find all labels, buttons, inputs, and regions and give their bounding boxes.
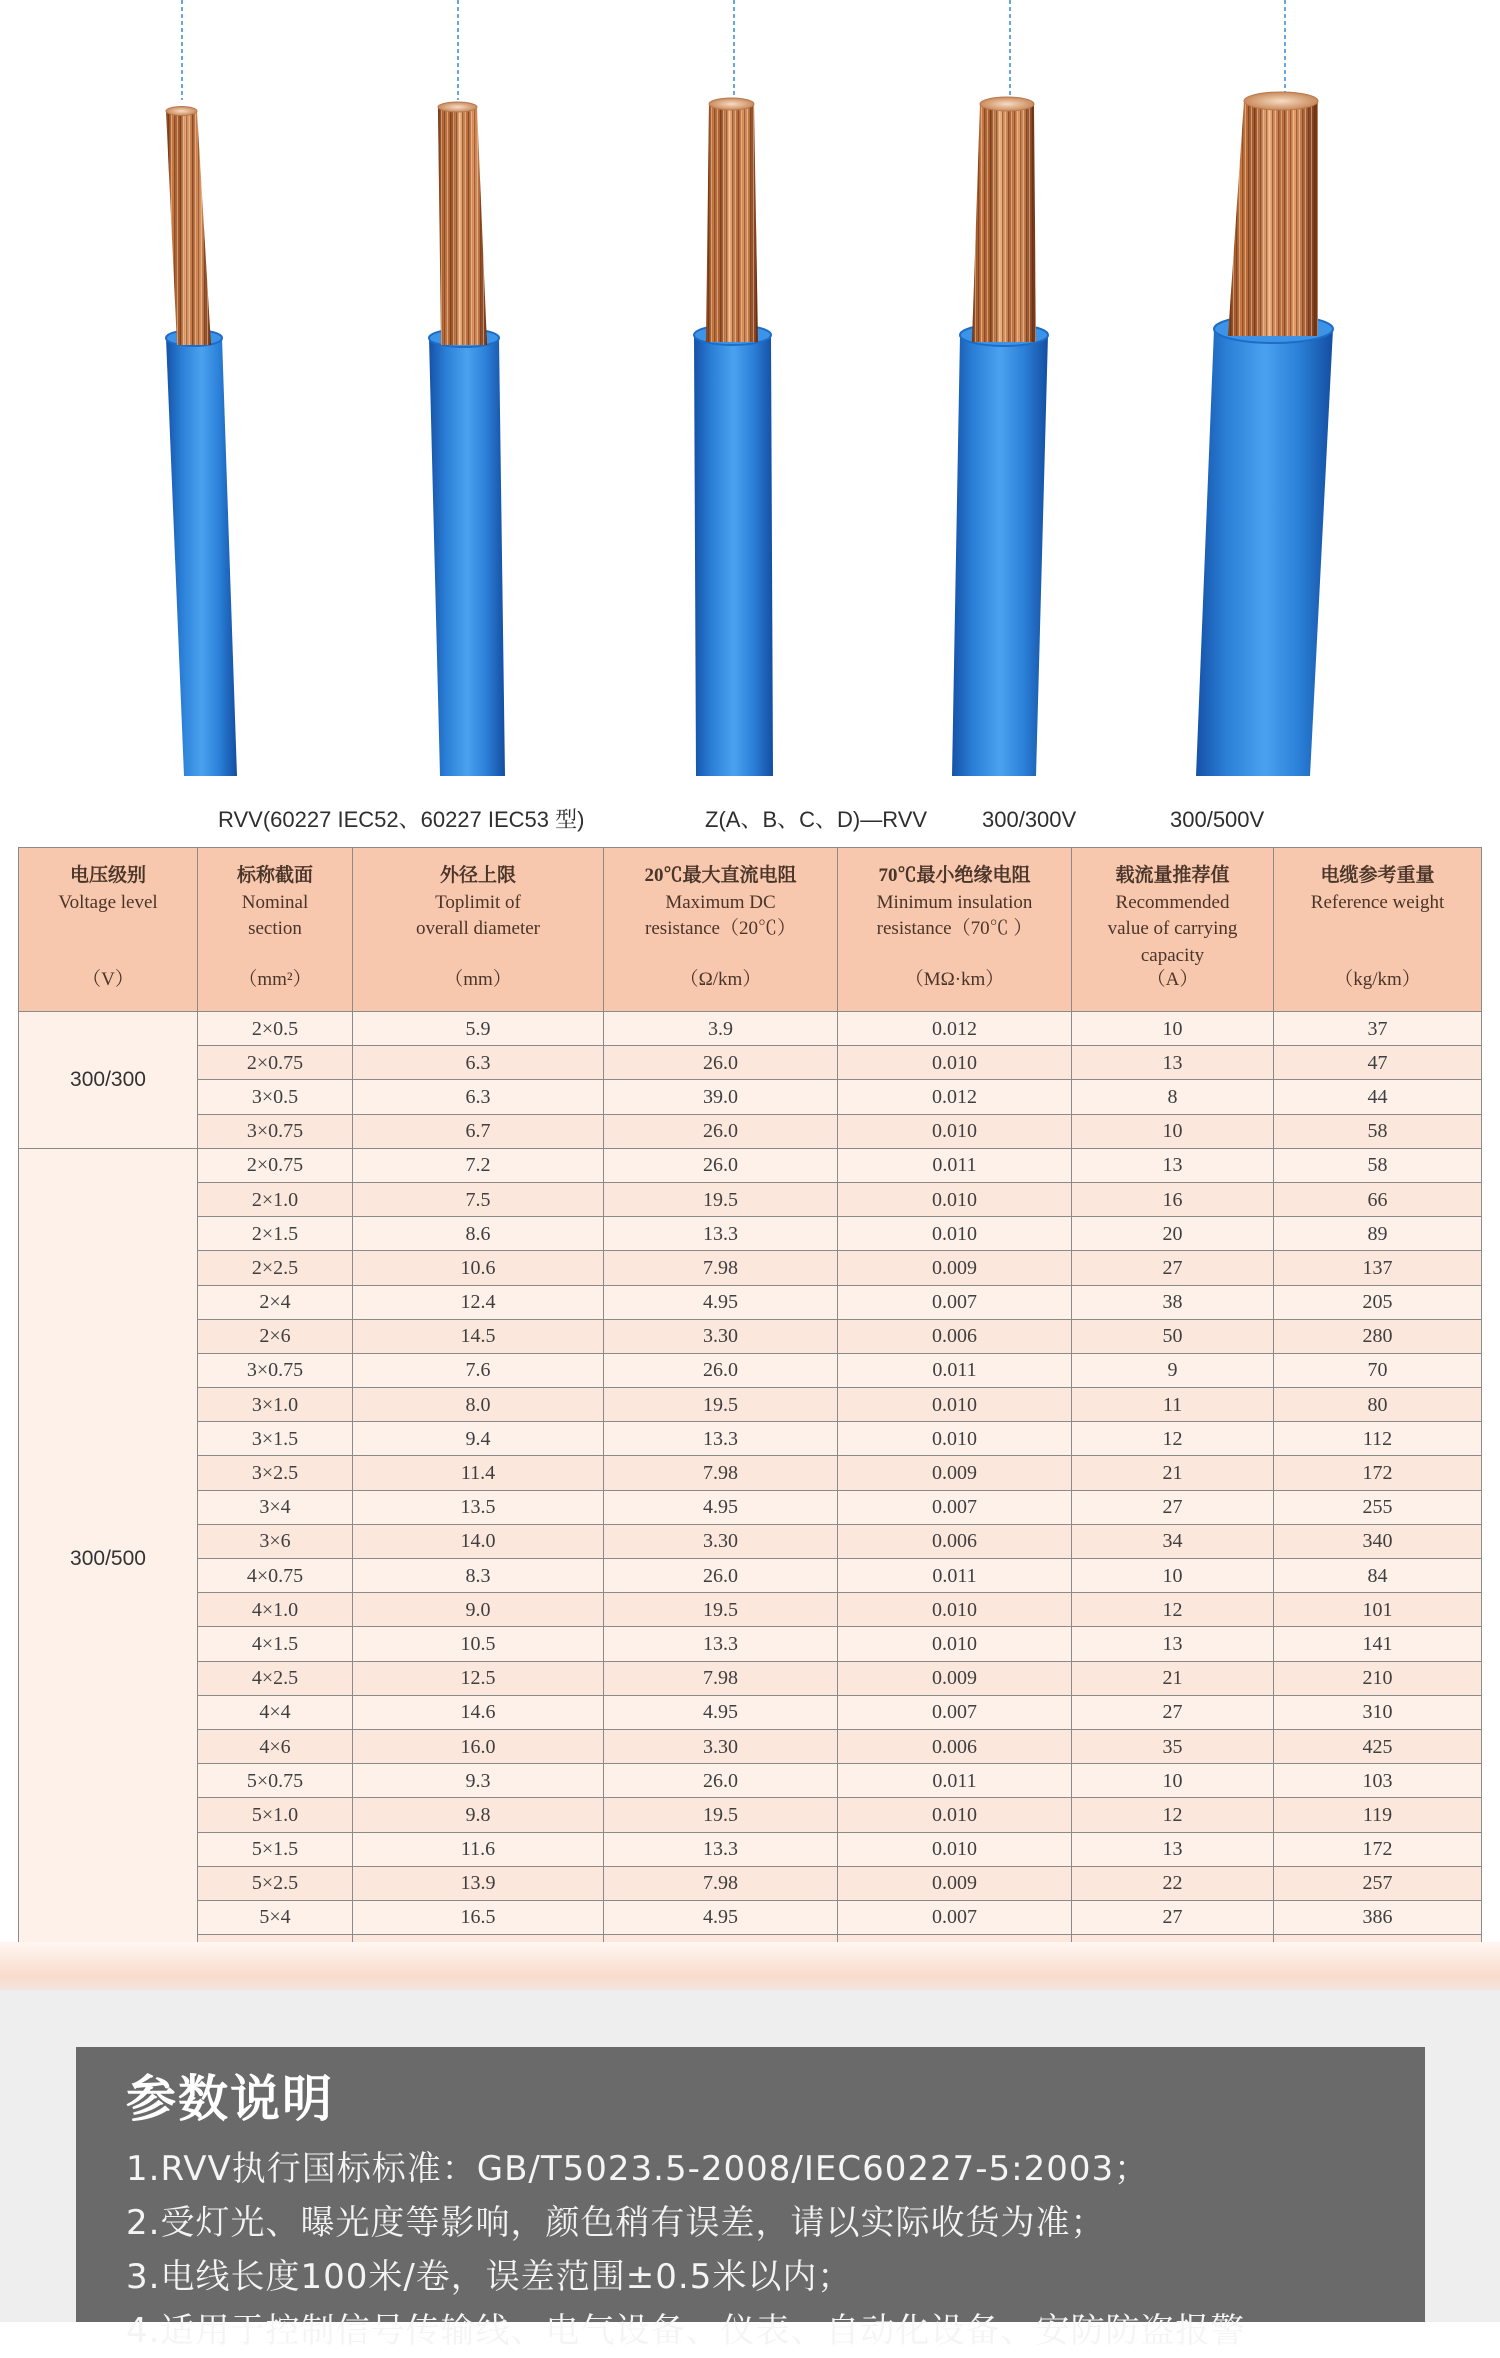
overall-diameter-cell: 9.8 xyxy=(353,1798,604,1832)
reference-weight-cell: 255 xyxy=(1274,1490,1482,1524)
caption-model-series: RVV(60227 IEC52、60227 IEC53 型) xyxy=(218,807,585,832)
min-insulation-resistance-cell: 0.006 xyxy=(838,1319,1072,1353)
header-en-label: Reference weight xyxy=(1310,891,1445,913)
table-row xyxy=(19,1046,1482,1080)
min-insulation-resistance-cell: 0.011 xyxy=(838,1353,1072,1387)
header-unit: （MΩ·km） xyxy=(904,969,1005,990)
header-zh-label: 电压级别 xyxy=(69,865,146,886)
reference-weight-cell: 84 xyxy=(1274,1559,1482,1593)
conductor-end-cap xyxy=(438,102,477,112)
nominal-section-cell: 5×4 xyxy=(198,1900,353,1934)
min-insulation-resistance-cell: 0.007 xyxy=(838,1285,1072,1319)
table-row xyxy=(19,1798,1482,1832)
header-nominal-section xyxy=(198,848,353,1012)
current-capacity-cell: 50 xyxy=(1072,1319,1274,1353)
caption-voltage-300-300: 300/300V xyxy=(982,807,1077,832)
nominal-section-cell: 3×6 xyxy=(198,1524,353,1558)
conductor-end-cap xyxy=(1244,92,1318,110)
overall-diameter-cell: 13.5 xyxy=(353,1490,604,1524)
header-en-label: Toplimit of xyxy=(435,891,521,913)
current-capacity-cell: 38 xyxy=(1072,1285,1274,1319)
conductor-end-cap xyxy=(980,97,1034,111)
table-row xyxy=(19,1422,1482,1456)
table-row xyxy=(19,1182,1482,1216)
current-capacity-cell: 10 xyxy=(1072,1764,1274,1798)
min-insulation-resistance-cell: 0.010 xyxy=(838,1422,1072,1456)
min-insulation-resistance-cell: 0.010 xyxy=(838,1182,1072,1216)
cable-illustration xyxy=(0,0,1500,790)
overall-diameter-cell: 7.6 xyxy=(353,1353,604,1387)
current-capacity-cell: 13 xyxy=(1072,1148,1274,1182)
header-zh-label: 外径上限 xyxy=(439,865,516,886)
nominal-section-cell: 2×2.5 xyxy=(198,1251,353,1285)
min-insulation-resistance-cell: 0.010 xyxy=(838,1593,1072,1627)
caption-flame-retardant-series: Z(A、B、C、D)—RVV xyxy=(705,807,928,832)
notes-list xyxy=(126,2142,1245,2358)
reference-weight-cell: 112 xyxy=(1274,1422,1482,1456)
current-capacity-cell: 13 xyxy=(1072,1046,1274,1080)
table-row xyxy=(19,1524,1482,1558)
cable-1 xyxy=(166,0,237,776)
nominal-section-cell: 4×4 xyxy=(198,1695,353,1729)
insulation-sheath xyxy=(166,338,237,776)
current-capacity-cell: 35 xyxy=(1072,1729,1274,1763)
table-row xyxy=(19,1661,1482,1695)
max-dc-resistance-cell: 3.30 xyxy=(604,1524,838,1558)
current-capacity-cell: 8 xyxy=(1072,1080,1274,1114)
max-dc-resistance-cell: 26.0 xyxy=(604,1114,838,1148)
overall-diameter-cell: 7.2 xyxy=(353,1148,604,1182)
table-row xyxy=(19,1080,1482,1114)
table-row xyxy=(19,1729,1482,1763)
conductor-end-cap xyxy=(709,98,754,110)
nominal-section-cell: 2×0.75 xyxy=(198,1046,353,1080)
current-capacity-cell: 21 xyxy=(1072,1456,1274,1490)
overall-diameter-cell: 9.4 xyxy=(353,1422,604,1456)
max-dc-resistance-cell: 7.98 xyxy=(604,1456,838,1490)
cable-5 xyxy=(1196,0,1333,776)
notes-title: 参数说明 xyxy=(126,2070,334,2128)
current-capacity-cell: 27 xyxy=(1072,1490,1274,1524)
min-insulation-resistance-cell: 0.010 xyxy=(838,1388,1072,1422)
nominal-section-cell: 2×0.75 xyxy=(198,1148,353,1182)
current-capacity-cell: 16 xyxy=(1072,1182,1274,1216)
current-capacity-cell: 13 xyxy=(1072,1832,1274,1866)
nominal-section-cell: 4×0.75 xyxy=(198,1559,353,1593)
header-unit: （V） xyxy=(82,969,134,990)
parameter-notes-box xyxy=(76,2047,1425,2351)
min-insulation-resistance-cell: 0.010 xyxy=(838,1046,1072,1080)
min-insulation-resistance-cell: 0.006 xyxy=(838,1524,1072,1558)
table-row xyxy=(19,1012,1482,1046)
reference-weight-cell: 310 xyxy=(1274,1695,1482,1729)
header-en-label: overall diameter xyxy=(416,918,540,939)
max-dc-resistance-cell: 19.5 xyxy=(604,1388,838,1422)
nominal-section-cell: 3×1.5 xyxy=(198,1422,353,1456)
spec-table xyxy=(18,847,1482,1969)
table-row xyxy=(19,1456,1482,1490)
reference-weight-cell: 103 xyxy=(1274,1764,1482,1798)
overall-diameter-cell: 14.5 xyxy=(353,1319,604,1353)
nominal-section-cell: 4×2.5 xyxy=(198,1661,353,1695)
max-dc-resistance-cell: 19.5 xyxy=(604,1182,838,1216)
reference-weight-cell: 89 xyxy=(1274,1217,1482,1251)
min-insulation-resistance-cell: 0.009 xyxy=(838,1661,1072,1695)
overall-diameter-cell: 8.0 xyxy=(353,1388,604,1422)
reference-weight-cell: 172 xyxy=(1274,1456,1482,1490)
reference-weight-cell: 210 xyxy=(1274,1661,1482,1695)
max-dc-resistance-cell: 3.30 xyxy=(604,1319,838,1353)
nominal-section-cell: 2×1.5 xyxy=(198,1217,353,1251)
current-capacity-cell: 20 xyxy=(1072,1217,1274,1251)
overall-diameter-cell: 6.7 xyxy=(353,1114,604,1148)
table-row xyxy=(19,1114,1482,1148)
cable-3 xyxy=(694,0,773,776)
overall-diameter-cell: 13.9 xyxy=(353,1866,604,1900)
header-en-label: Recommended xyxy=(1115,891,1230,913)
min-insulation-resistance-cell: 0.012 xyxy=(838,1012,1072,1046)
table-header xyxy=(19,848,1482,1012)
overall-diameter-cell: 14.0 xyxy=(353,1524,604,1558)
min-insulation-resistance-cell: 0.009 xyxy=(838,1251,1072,1285)
header-overall-diameter xyxy=(353,848,604,1012)
max-dc-resistance-cell: 26.0 xyxy=(604,1559,838,1593)
current-capacity-cell: 13 xyxy=(1072,1627,1274,1661)
table-row xyxy=(19,1764,1482,1798)
model-caption-row xyxy=(0,803,1500,837)
header-labels xyxy=(1072,848,1273,969)
header-labels xyxy=(19,848,197,916)
max-dc-resistance-cell: 19.5 xyxy=(604,1593,838,1627)
table-row xyxy=(19,1627,1482,1661)
nominal-section-cell: 5×0.75 xyxy=(198,1764,353,1798)
decorative-band xyxy=(0,1942,1500,1990)
reference-weight-cell: 280 xyxy=(1274,1319,1482,1353)
notes-item: 2.受灯光、曝光度等影响，颜色稍有误差，请以实际收货为准； xyxy=(126,2203,1106,2243)
table-row xyxy=(19,1832,1482,1866)
voltage-level-cell: 300/500 xyxy=(19,1148,198,1969)
current-capacity-cell: 9 xyxy=(1072,1353,1274,1387)
header-zh-label: 载流量推荐值 xyxy=(1115,865,1230,886)
header-unit: （kg/km） xyxy=(1334,969,1421,990)
reference-weight-cell: 119 xyxy=(1274,1798,1482,1832)
header-en-label: Minimum insulation xyxy=(876,891,1033,913)
reference-weight-cell: 141 xyxy=(1274,1627,1482,1661)
current-capacity-cell: 27 xyxy=(1072,1695,1274,1729)
nominal-section-cell: 2×0.5 xyxy=(198,1012,353,1046)
notes-item: 3.电线长度100米/卷，误差范围±0.5米以内； xyxy=(126,2257,853,2297)
max-dc-resistance-cell: 4.95 xyxy=(604,1285,838,1319)
min-insulation-resistance-cell: 0.009 xyxy=(838,1866,1072,1900)
copper-strands xyxy=(1228,101,1318,336)
min-insulation-resistance-cell: 0.010 xyxy=(838,1832,1072,1866)
table-row xyxy=(19,1388,1482,1422)
cable-2 xyxy=(429,0,505,776)
min-insulation-resistance-cell: 0.007 xyxy=(838,1490,1072,1524)
overall-diameter-cell: 10.6 xyxy=(353,1251,604,1285)
conductor-end-cap xyxy=(166,107,197,116)
max-dc-resistance-cell: 26.0 xyxy=(604,1148,838,1182)
reference-weight-cell: 58 xyxy=(1274,1114,1482,1148)
nominal-section-cell: 3×4 xyxy=(198,1490,353,1524)
min-insulation-resistance-cell: 0.006 xyxy=(838,1729,1072,1763)
min-insulation-resistance-cell: 0.010 xyxy=(838,1627,1072,1661)
current-capacity-cell: 10 xyxy=(1072,1114,1274,1148)
header-labels xyxy=(604,848,837,943)
table-body xyxy=(19,1012,1482,1969)
overall-diameter-cell: 10.5 xyxy=(353,1627,604,1661)
table-row xyxy=(19,1353,1482,1387)
nominal-section-cell: 2×1.0 xyxy=(198,1182,353,1216)
min-insulation-resistance-cell: 0.010 xyxy=(838,1114,1072,1148)
current-capacity-cell: 12 xyxy=(1072,1798,1274,1832)
max-dc-resistance-cell: 3.9 xyxy=(604,1012,838,1046)
header-row xyxy=(19,848,1482,1012)
copper-strands xyxy=(972,104,1036,342)
current-capacity-cell: 27 xyxy=(1072,1251,1274,1285)
max-dc-resistance-cell: 26.0 xyxy=(604,1353,838,1387)
max-dc-resistance-cell: 39.0 xyxy=(604,1080,838,1114)
min-insulation-resistance-cell: 0.012 xyxy=(838,1080,1072,1114)
max-dc-resistance-cell: 7.98 xyxy=(604,1866,838,1900)
overall-diameter-cell: 11.4 xyxy=(353,1456,604,1490)
header-voltage-level xyxy=(19,848,198,1012)
reference-weight-cell: 101 xyxy=(1274,1593,1482,1627)
nominal-section-cell: 5×1.5 xyxy=(198,1832,353,1866)
notes-item: 1.RVV执行国标标准：GB/T5023.5-2008/IEC60227-5:2003； xyxy=(126,2149,1150,2189)
table-row xyxy=(19,1251,1482,1285)
header-labels xyxy=(1274,848,1481,916)
overall-diameter-cell: 16.0 xyxy=(353,1729,604,1763)
current-capacity-cell: 22 xyxy=(1072,1866,1274,1900)
caption-voltage-300-500: 300/500V xyxy=(1170,807,1265,832)
current-capacity-cell: 34 xyxy=(1072,1524,1274,1558)
reference-weight-cell: 80 xyxy=(1274,1388,1482,1422)
header-en-label: resistance（70℃ ） xyxy=(876,918,1033,939)
header-zh-label: 70℃最小绝缘电阻 xyxy=(878,865,1031,886)
reference-weight-cell: 386 xyxy=(1274,1900,1482,1934)
header-zh-label: 20℃最大直流电阻 xyxy=(644,865,797,886)
header-en-label: section xyxy=(248,918,302,939)
min-insulation-resistance-cell: 0.011 xyxy=(838,1559,1072,1593)
reference-weight-cell: 37 xyxy=(1274,1012,1482,1046)
min-insulation-resistance-cell: 0.011 xyxy=(838,1148,1072,1182)
max-dc-resistance-cell: 13.3 xyxy=(604,1422,838,1456)
table-row xyxy=(19,1695,1482,1729)
overall-diameter-cell: 6.3 xyxy=(353,1046,604,1080)
header-labels xyxy=(353,848,603,943)
cable-4 xyxy=(952,0,1048,776)
max-dc-resistance-cell: 13.3 xyxy=(604,1217,838,1251)
copper-strands xyxy=(438,107,487,345)
overall-diameter-cell: 12.4 xyxy=(353,1285,604,1319)
overall-diameter-cell: 9.3 xyxy=(353,1764,604,1798)
reference-weight-cell: 172 xyxy=(1274,1832,1482,1866)
header-current-capacity xyxy=(1072,848,1274,1012)
reference-weight-cell: 66 xyxy=(1274,1182,1482,1216)
min-insulation-resistance-cell: 0.010 xyxy=(838,1217,1072,1251)
insulation-sheath xyxy=(1196,329,1333,776)
header-zh-label: 电缆参考重量 xyxy=(1320,865,1435,886)
max-dc-resistance-cell: 19.5 xyxy=(604,1798,838,1832)
current-capacity-cell: 10 xyxy=(1072,1559,1274,1593)
header-unit: （Ω/km） xyxy=(679,969,762,990)
nominal-section-cell: 3×1.0 xyxy=(198,1388,353,1422)
voltage-level-cell: 300/300 xyxy=(19,1012,198,1149)
nominal-section-cell: 2×4 xyxy=(198,1285,353,1319)
table-row xyxy=(19,1148,1482,1182)
overall-diameter-cell: 9.0 xyxy=(353,1593,604,1627)
table-row xyxy=(19,1593,1482,1627)
nominal-section-cell: 2×6 xyxy=(198,1319,353,1353)
header-unit: （A） xyxy=(1146,969,1199,990)
overall-diameter-cell: 5.9 xyxy=(353,1012,604,1046)
max-dc-resistance-cell: 13.3 xyxy=(604,1627,838,1661)
max-dc-resistance-cell: 26.0 xyxy=(604,1764,838,1798)
header-en-label: Voltage level xyxy=(58,891,158,913)
overall-diameter-cell: 11.6 xyxy=(353,1832,604,1866)
min-insulation-resistance-cell: 0.010 xyxy=(838,1798,1072,1832)
reference-weight-cell: 47 xyxy=(1274,1046,1482,1080)
current-capacity-cell: 10 xyxy=(1072,1012,1274,1046)
overall-diameter-cell: 6.3 xyxy=(353,1080,604,1114)
reference-weight-cell: 70 xyxy=(1274,1353,1482,1387)
insulation-sheath xyxy=(694,335,773,776)
nominal-section-cell: 5×1.0 xyxy=(198,1798,353,1832)
header-labels xyxy=(838,848,1071,943)
header-unit: （mm²） xyxy=(238,969,312,990)
max-dc-resistance-cell: 7.98 xyxy=(604,1251,838,1285)
max-dc-resistance-cell: 26.0 xyxy=(604,1046,838,1080)
table-row xyxy=(19,1866,1482,1900)
table-row xyxy=(19,1559,1482,1593)
max-dc-resistance-cell: 4.95 xyxy=(604,1490,838,1524)
overall-diameter-cell: 16.5 xyxy=(353,1900,604,1934)
copper-strands xyxy=(706,104,758,342)
header-en-label: Maximum DC xyxy=(665,891,776,913)
header-en-label: resistance（20℃） xyxy=(645,918,796,939)
header-zh-label: 标称截面 xyxy=(236,865,313,886)
reference-weight-cell: 205 xyxy=(1274,1285,1482,1319)
max-dc-resistance-cell: 3.30 xyxy=(604,1729,838,1763)
header-labels xyxy=(198,848,352,943)
overall-diameter-cell: 14.6 xyxy=(353,1695,604,1729)
header-unit: （mm） xyxy=(444,969,512,990)
header-en-label: value of carrying xyxy=(1107,918,1238,939)
header-en-label: Nominal xyxy=(241,891,309,913)
table-row xyxy=(19,1900,1482,1934)
table-row xyxy=(19,1217,1482,1251)
current-capacity-cell: 11 xyxy=(1072,1388,1274,1422)
copper-strands xyxy=(166,111,211,345)
overall-diameter-cell: 12.5 xyxy=(353,1661,604,1695)
nominal-section-cell: 4×6 xyxy=(198,1729,353,1763)
reference-weight-cell: 58 xyxy=(1274,1148,1482,1182)
overall-diameter-cell: 8.6 xyxy=(353,1217,604,1251)
header-reference-weight xyxy=(1274,848,1482,1012)
nominal-section-cell: 3×0.75 xyxy=(198,1114,353,1148)
notes-item: 4.适用于控制信号传输线、电气设备、仪表、自动化设备、安防防盗报警 xyxy=(126,2311,1246,2351)
min-insulation-resistance-cell: 0.011 xyxy=(838,1764,1072,1798)
header-min-insulation-resistance xyxy=(838,848,1072,1012)
table-row xyxy=(19,1285,1482,1319)
min-insulation-resistance-cell: 0.009 xyxy=(838,1456,1072,1490)
reference-weight-cell: 137 xyxy=(1274,1251,1482,1285)
current-capacity-cell: 12 xyxy=(1072,1593,1274,1627)
max-dc-resistance-cell: 4.95 xyxy=(604,1695,838,1729)
header-en-label: capacity xyxy=(1140,944,1205,966)
overall-diameter-cell: 7.5 xyxy=(353,1182,604,1216)
insulation-sheath xyxy=(429,338,505,776)
max-dc-resistance-cell: 4.95 xyxy=(604,1900,838,1934)
current-capacity-cell: 12 xyxy=(1072,1422,1274,1456)
nominal-section-cell: 4×1.0 xyxy=(198,1593,353,1627)
min-insulation-resistance-cell: 0.007 xyxy=(838,1900,1072,1934)
current-capacity-cell: 27 xyxy=(1072,1900,1274,1934)
max-dc-resistance-cell: 7.98 xyxy=(604,1661,838,1695)
min-insulation-resistance-cell: 0.007 xyxy=(838,1695,1072,1729)
overall-diameter-cell: 8.3 xyxy=(353,1559,604,1593)
max-dc-resistance-cell: 13.3 xyxy=(604,1832,838,1866)
reference-weight-cell: 257 xyxy=(1274,1866,1482,1900)
nominal-section-cell: 3×2.5 xyxy=(198,1456,353,1490)
nominal-section-cell: 3×0.5 xyxy=(198,1080,353,1114)
nominal-section-cell: 3×0.75 xyxy=(198,1353,353,1387)
table-row xyxy=(19,1319,1482,1353)
reference-weight-cell: 340 xyxy=(1274,1524,1482,1558)
nominal-section-cell: 4×1.5 xyxy=(198,1627,353,1661)
nominal-section-cell: 5×2.5 xyxy=(198,1866,353,1900)
header-max-dc-resistance xyxy=(604,848,838,1012)
reference-weight-cell: 425 xyxy=(1274,1729,1482,1763)
current-capacity-cell: 21 xyxy=(1072,1661,1274,1695)
reference-weight-cell: 44 xyxy=(1274,1080,1482,1114)
table-row xyxy=(19,1490,1482,1524)
insulation-sheath xyxy=(952,335,1048,776)
